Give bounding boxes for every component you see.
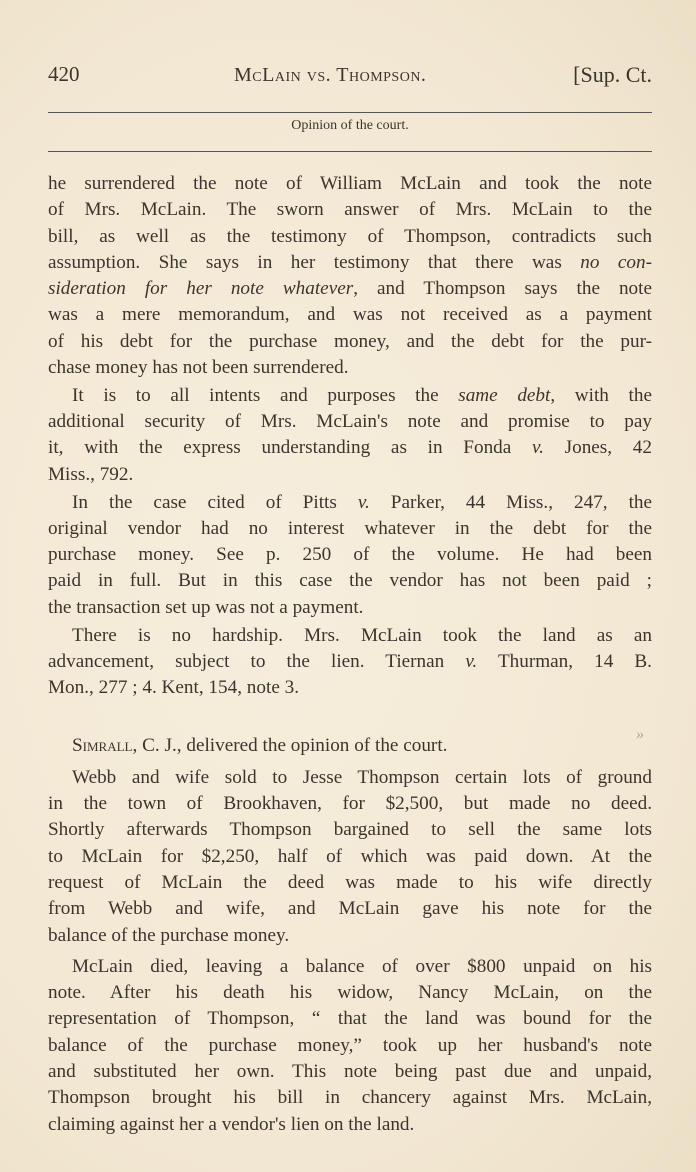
text-run: representation of Thompson, “ that the land was bound for the xyxy=(48,1008,652,1030)
text-run: , C. J., delivered the opinion of the court. xyxy=(132,735,448,757)
text-line xyxy=(48,250,652,276)
text-line xyxy=(48,355,652,381)
paragraph xyxy=(48,490,652,621)
text-run: Jones, 42 xyxy=(543,437,652,459)
text-run: , and Thompson says the note xyxy=(353,278,653,300)
text-line xyxy=(48,896,652,922)
text-line xyxy=(48,1006,652,1032)
text-run: Thompson brought his bill in chancery against Mrs. McLain, xyxy=(48,1087,652,1109)
italic-text: sideration for her note whatever xyxy=(48,278,354,300)
text-run: from Webb and wife, and McLain gave his note for the xyxy=(48,898,652,920)
text-run: the transaction set up was not a payment. xyxy=(48,596,364,618)
small-caps-text: Simrall xyxy=(72,735,133,757)
text-line xyxy=(48,276,652,302)
text-line xyxy=(48,1112,652,1138)
text-line xyxy=(48,649,652,675)
text-line xyxy=(48,383,652,409)
italic-text: v. xyxy=(532,437,544,459)
text-run: he surrendered the note of William McLain and took the note xyxy=(48,173,652,194)
text-line xyxy=(48,844,652,870)
text-run: Parker, 44 Miss., 247, the xyxy=(369,491,653,513)
text-line xyxy=(48,197,652,223)
text-run: Shortly afterwards Thompson bargained to sell the same lots xyxy=(48,819,652,841)
text-line xyxy=(48,623,652,649)
text-line xyxy=(48,733,652,759)
text-line xyxy=(48,435,652,461)
text-line xyxy=(48,568,652,594)
text-line xyxy=(48,923,652,949)
section-heading: Opinion of the court. xyxy=(291,118,409,133)
paragraph xyxy=(48,733,652,759)
paragraph xyxy=(48,623,652,702)
text-line xyxy=(48,490,652,516)
text-line xyxy=(48,954,652,980)
text-run: Webb and wife sold to Jesse Thompson certain lots of ground xyxy=(72,766,652,788)
text-line xyxy=(48,329,652,355)
text-run: chase money has not been surrendered. xyxy=(48,357,349,379)
margin-mark: » xyxy=(636,726,644,743)
text-line xyxy=(48,409,652,435)
text-run: Thurman, 14 B. xyxy=(477,650,652,672)
running-title: McLain vs. Thompson. xyxy=(234,64,427,86)
text-run: in the town of Brookhaven, for $2,500, but made no deed. xyxy=(48,793,652,815)
text-run: , with the xyxy=(550,384,652,406)
text-run: to McLain for $2,250, half of which was paid down. At the xyxy=(48,845,652,867)
text-line xyxy=(48,980,652,1006)
header-rule-bottom xyxy=(48,151,652,152)
text-run: of Mrs. McLain. The sworn answer of Mrs. McLain to the xyxy=(48,199,652,221)
text-line xyxy=(48,817,652,843)
text-line xyxy=(48,1033,652,1059)
text-line xyxy=(48,595,652,621)
italic-text: no con- xyxy=(580,251,652,273)
paragraph xyxy=(48,383,652,488)
page-number: 420 xyxy=(48,62,80,86)
text-run: bill, as well as the testimony of Thompson, contradicts such xyxy=(48,225,652,247)
italic-text: same debt xyxy=(458,384,551,406)
text-line xyxy=(48,870,652,896)
text-run: and substituted her own. This note being past due and unpaid, xyxy=(48,1061,652,1082)
italic-text: v. xyxy=(357,491,370,513)
text-run: There is no hardship. Mrs. McLain took the land as an xyxy=(72,624,652,646)
paragraph xyxy=(48,171,652,381)
text-run: request of McLain the deed was made to his wife directly xyxy=(48,871,652,893)
text-run: of his debt for the purchase money, and the debt for the pur- xyxy=(48,330,652,352)
body-text xyxy=(48,171,652,1139)
italic-text: v. xyxy=(465,650,478,672)
text-line xyxy=(48,224,652,250)
text-run: was a mere memorandum, and was not received as a payment xyxy=(48,304,652,326)
text-line xyxy=(48,302,652,328)
paragraph xyxy=(48,954,652,1138)
text-run: advancement, subject to the lien. Tiernan xyxy=(48,650,466,672)
text-run: Mon., 277 ; 4. Kent, 154, note 3. xyxy=(48,677,300,699)
header-rule-top xyxy=(48,112,652,113)
text-run: it, with the express understanding as in Fonda xyxy=(48,437,533,459)
text-run: balance of the purchase money. xyxy=(48,924,290,946)
text-line xyxy=(48,1085,652,1111)
text-run: claiming against her a vendor's lien on the land. xyxy=(48,1113,415,1135)
text-line xyxy=(48,791,652,817)
text-run: assumption. She says in her testimony that there was xyxy=(48,251,581,273)
court-label: [Sup. Ct. xyxy=(573,62,652,87)
paragraph xyxy=(48,765,652,949)
running-header xyxy=(48,62,652,94)
text-run: paid in full. But in this case the vendor has not been paid ; xyxy=(48,570,652,592)
text-run: note. After his death his widow, Nancy McLain, on the xyxy=(48,982,652,1004)
text-run: purchase money. See p. 250 of the volume. He had been xyxy=(48,544,652,566)
text-line xyxy=(48,675,652,701)
text-run: original vendor had no interest whatever in the debt for the xyxy=(48,517,652,539)
text-run: balance of the purchase money,” took up her husband's note xyxy=(48,1034,652,1056)
text-run: additional security of Mrs. McLain's note and promise to pay xyxy=(48,411,652,433)
text-line xyxy=(48,765,652,791)
text-line xyxy=(48,462,652,488)
text-line xyxy=(48,171,652,197)
text-run: It is to all intents and purposes the xyxy=(72,384,459,406)
text-line xyxy=(48,1059,652,1085)
text-line xyxy=(48,542,652,568)
text-run: Miss., 792. xyxy=(48,463,134,485)
text-run: In the case cited of Pitts xyxy=(72,491,358,513)
text-run: McLain died, leaving a balance of over $800 unpaid on his xyxy=(72,955,652,977)
text-line xyxy=(48,516,652,542)
